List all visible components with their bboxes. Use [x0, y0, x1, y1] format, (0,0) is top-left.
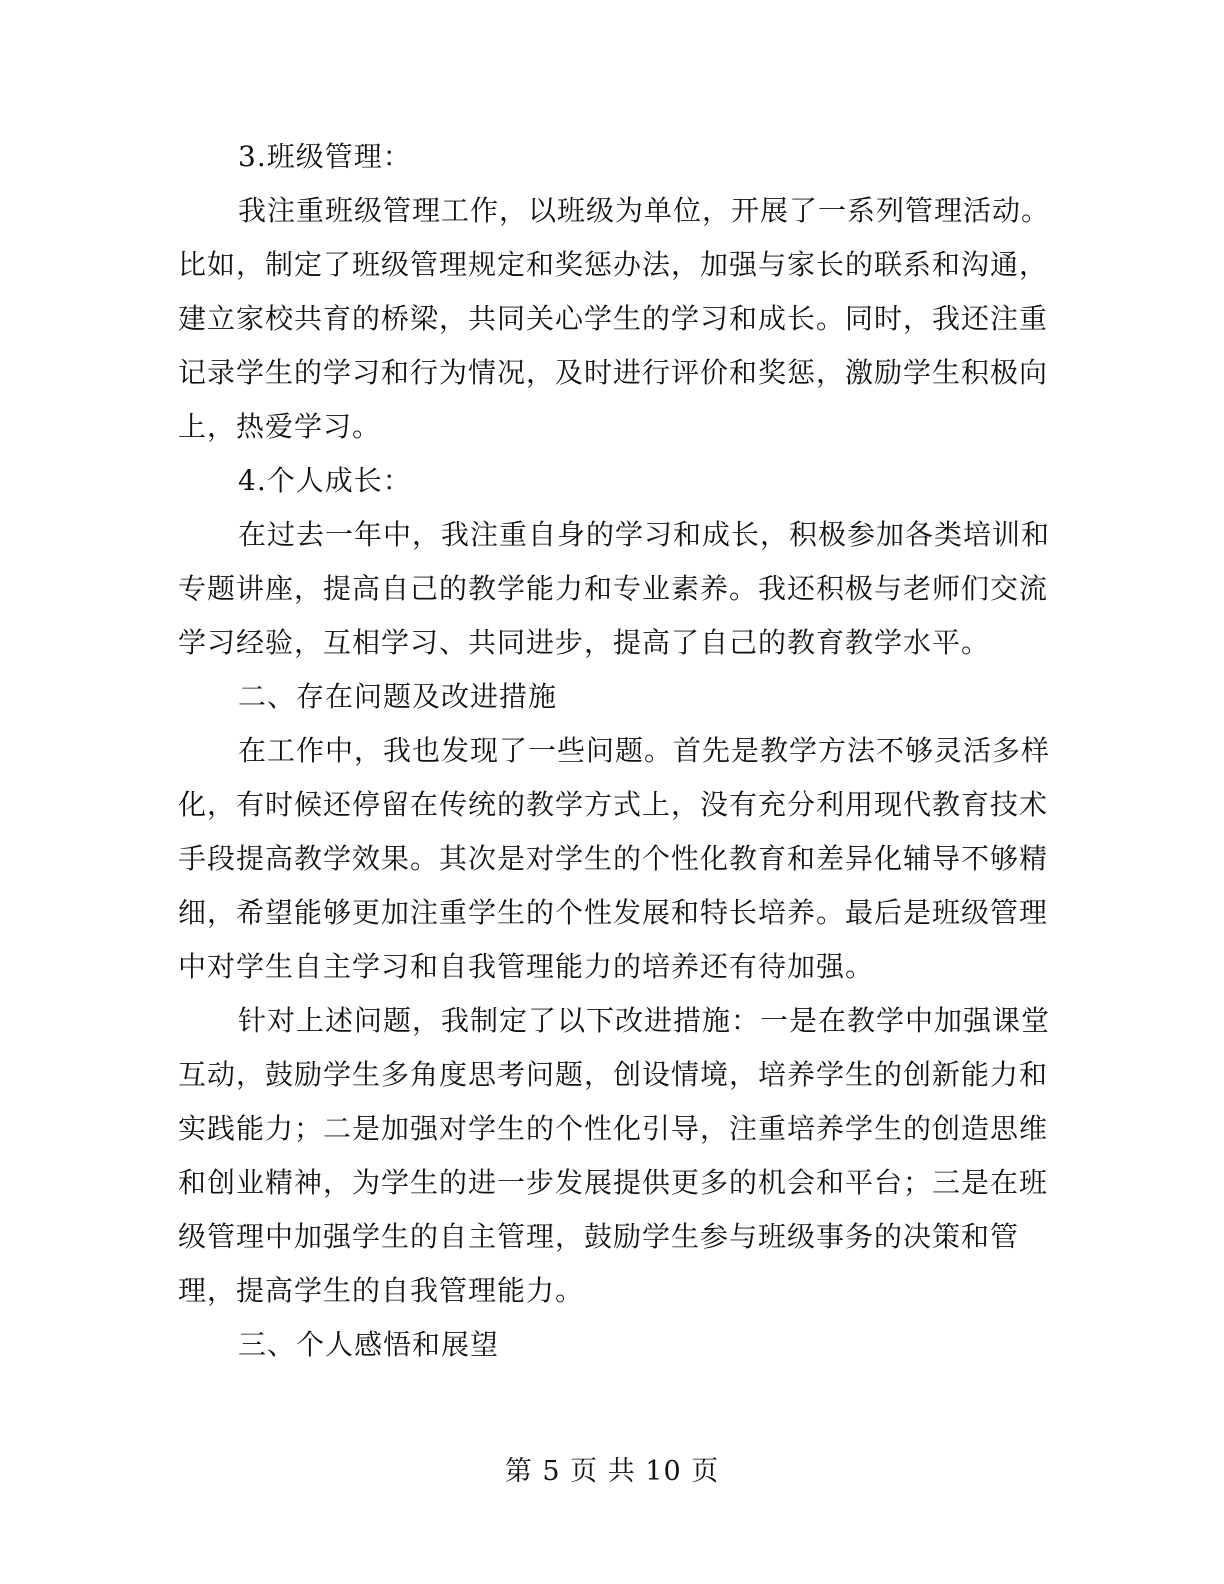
- paragraph-line: 建立家校共育的桥梁，共同关心学生的学习和成长。同时，我还注重: [178, 302, 1049, 335]
- paragraph-problems: [178, 724, 1058, 994]
- paragraph-improvement-measures: [178, 994, 1058, 1318]
- paragraph-line: 我注重班级管理工作，以班级为单位，开展了一系列管理活动。: [238, 194, 1051, 227]
- heading-line: 3.班级管理：: [238, 140, 412, 173]
- paragraph-line: 学习经验，互相学习、共同进步，提高了自己的教育教学水平。: [178, 626, 991, 659]
- paragraph-personal-growth: [178, 508, 1058, 670]
- paragraph-line: 专题讲座，提高自己的教学能力和专业素养。我还积极与老师们交流: [178, 572, 1049, 605]
- paragraph-class-management: [178, 184, 1058, 454]
- paragraph-line: 互动，鼓励学生多角度思考问题，创设情境，培养学生的创新能力和: [178, 1058, 1049, 1091]
- paragraph-line: 理，提高学生的自我管理能力。: [178, 1274, 585, 1307]
- paragraph-line: 和创业精神，为学生的进一步发展提供更多的机会和平台；三是在班: [178, 1166, 1049, 1199]
- paragraph-line: 细，希望能够更加注重学生的个性发展和特长培养。最后是班级管理: [178, 896, 1049, 929]
- section-heading-problems: [178, 670, 1058, 724]
- section-heading-personal-growth: [178, 454, 1058, 508]
- paragraph-line: 上，热爱学习。: [178, 410, 382, 443]
- paragraph-line: 手段提高教学效果。其次是对学生的个性化教育和差异化辅导不够精: [178, 842, 1049, 875]
- paragraph-line: 针对上述问题，我制定了以下改进措施：一是在教学中加强课堂: [238, 1004, 1051, 1037]
- section-heading-reflection: [178, 1318, 1058, 1372]
- paragraph-line: 中对学生自主学习和自我管理能力的培养还有待加强。: [178, 950, 875, 983]
- section-heading-class-management: [178, 130, 1058, 184]
- paragraph-line: 在工作中，我也发现了一些问题。首先是教学方法不够灵活多样: [238, 734, 1051, 767]
- paragraph-line: 级管理中加强学生的自主管理，鼓励学生参与班级事务的决策和管: [178, 1220, 1020, 1253]
- heading-line: 三、个人感悟和展望: [238, 1328, 500, 1361]
- document-body: [178, 130, 1058, 1372]
- heading-line: 二、存在问题及改进措施: [238, 680, 558, 713]
- paragraph-line: 化，有时候还停留在传统的教学方式上，没有充分利用现代教育技术: [178, 788, 1049, 821]
- paragraph-line: 比如，制定了班级管理规定和奖惩办法，加强与家长的联系和沟通，: [178, 248, 1049, 281]
- page-footer: [0, 1452, 1224, 1492]
- paragraph-line: 实践能力；二是加强对学生的个性化引导，注重培养学生的创造思维: [178, 1112, 1049, 1145]
- page-number: 第 5 页 共 10 页: [504, 1456, 720, 1487]
- paragraph-line: 记录学生的学习和行为情况，及时进行评价和奖惩，激励学生积极向: [178, 356, 1049, 389]
- paragraph-line: 在过去一年中，我注重自身的学习和成长，积极参加各类培训和: [238, 518, 1051, 551]
- heading-line: 4.个人成长：: [238, 464, 412, 497]
